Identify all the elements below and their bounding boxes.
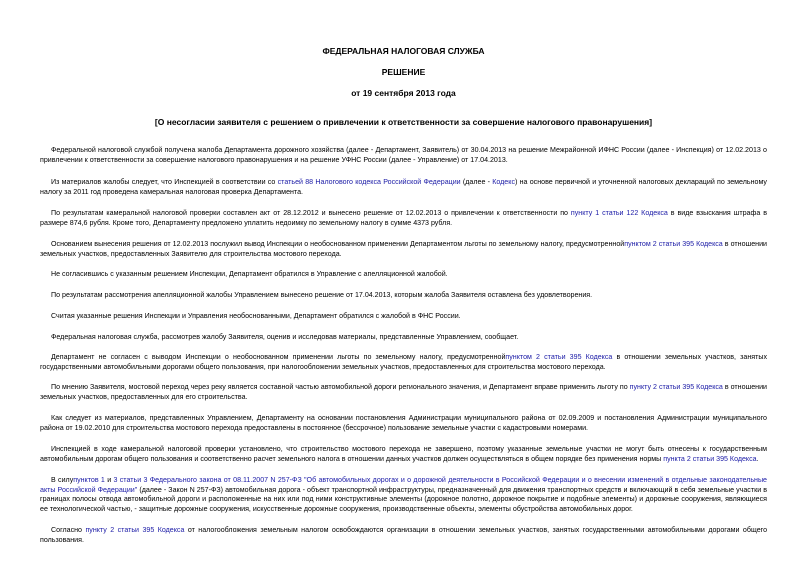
paragraph-audit-basis: Из материалов жалобы следует, что Инспекцией в соответствии со статьей 88 Налогового кодекса Российской Федерации (далее - Кодекс) на основе первичной и уточненной налоговых деклараций по земельному налогу за 2011 год проведена камеральная налоговая проверка Департамента. — [40, 178, 767, 196]
link-clause-1[interactable]: пунктов 1 — [73, 476, 105, 484]
link-article-395[interactable]: пунктом 2 статьи 395 Кодекса — [624, 240, 723, 248]
agency-heading: ФЕДЕРАЛЬНАЯ НАЛОГОВАЯ СЛУЖБА — [322, 46, 485, 56]
link-code[interactable]: Кодекс — [492, 178, 515, 186]
link-article-395[interactable]: пункта 2 статьи 395 Кодекса — [663, 454, 757, 463]
link-article-122[interactable]: пункту 1 статьи 122 Кодекса — [570, 209, 668, 217]
paragraph-exemption-rule: Согласно пункту 2 статьи 395 Кодекса от налогообложения земельным налогом освобождаются организации в отношении земельных участков, занятых государственными автомобильными дорогами общего пользования. — [40, 526, 768, 544]
paragraph-decision-grounds: Основанием вынесения решения от 12.02.2013 послужил вывод Инспекции о необоснованном применении Департаментом льготы по земельному налогу, предусмотреннойпунктом 2 статьи 395 Кодекса в отношении земельных участков, предоставленных Заявителю для строительства мостового перехода. — [40, 240, 767, 258]
paragraph-applicant-opinion: По мнению Заявителя, мостовой переход через реку является составной частью автомобильной дороги регионального значения, и Департамент вправе применить льготу по пункту 2 статьи 395 Кодекса в отношении земельных участков, предоставленных для его строительства. — [40, 383, 768, 401]
paragraph-appeal-filed: Не согласившись с указанным решением Инспекции, Департамент обратился в Управление с апелляционной жалобой. — [51, 270, 448, 278]
document-subject: [О несогласии заявителя с решением о привлечении к ответственности за совершение налогового правонарушения] — [154, 117, 653, 127]
paragraph-inspection-findings: Инспекцией в ходе камеральной налоговой проверки установлено, что строительство мостового перехода не завершено, поэтому указанные земельные участки не могут быть отнесены к государственным автомобильным дорогам общего пользования и соответственно расчет земельного налога в отношении данных участков должен осуществляться в общем порядке без применения нормы пункта 2 статьи 395 Кодекса. — [40, 445, 767, 463]
link-article-395[interactable]: пункту 2 статьи 395 Кодекса — [85, 526, 185, 534]
paragraph-road-definition: В силупунктов 1 и 3 статьи 3 Федерального закона от 08.11.2007 N 257-ФЗ "Об автомобильных дорогах и о дорожной деятельности в Российской Федерации и о внесении изменений в отдельные законодательные акты Российской Федерации" (далее - Закон N 257-ФЗ) автомобильная дорога - объект транспортной инфраструктуры, предназначенный для движения транспортных средств и включающий в себя земельные участки в границах полосы отвода автомобильной дороги и расположенные на них или под ними конструктивные элементы (дорожное полотно, дорожное покрытие и подобные элементы) и дорожные сооружения, являющиеся ее технологической частью, - защитные дорожные сооружения, искусственные дорожные сооружения, производственные объекты, элементы обустройства автомобильных дорог. — [40, 476, 767, 514]
paragraph-audit-results: По результатам камеральной налоговой проверки составлен акт от 28.12.2012 и вынесено решение от 12.02.2013 о привлечении к ответственности по пункту 1 статьи 122 Кодекса в виде взыскания штрафа в размере 874,6 рубля. Кроме того, Департаменту предложено уплатить недоимку по земельному налогу в сумме 4373 рубля. — [40, 209, 767, 227]
link-article-395[interactable]: пункту 2 статьи 395 Кодекса — [629, 383, 723, 391]
paragraph-land-plots: Как следует из материалов, представленных Управлением, Департаменту на основании постановления Администрации муниципального района от 02.09.2009 и постановления Администрации муниципального района от 19.02.2010 для строительства мостового перехода предоставлены в постоянное (бессрочное) пользование земельные участки с кадастровыми номерами. — [40, 414, 767, 432]
document-type-heading: РЕШЕНИЕ — [381, 67, 426, 77]
paragraph-department-disagrees: Департамент не согласен с выводом Инспекции о необоснованном применении льготы по земельному налогу, предусмотреннойпунктом 2 статьи 395 Кодекса в отношении земельных участков, занятых государственными автомобильными дорогами общего пользования, при налогообложении земельных участков, предоставленных для строительства мостового перехода. — [40, 353, 767, 371]
link-article-88[interactable]: статьей 88 Налогового кодекса Российской Федерации — [277, 178, 461, 186]
paragraph-appeal-result: По результатам рассмотрения апелляционной жалобы Управлением вынесено решение от 17.04.2013, которым жалоба Заявителя оставлена без удовлетворения. — [51, 291, 593, 299]
paragraph-complaint-fns: Считая указанные решения Инспекции и Управления необоснованными, Департамент обратился с жалобой в ФНС России. — [51, 312, 461, 320]
paragraph-fns-reviewed: Федеральная налоговая служба, рассмотрев жалобу Заявителя, оценив и исследовав материалы, представленные Управлением, сообщает. — [51, 333, 519, 341]
link-law-257[interactable]: 3 статьи 3 Федерального закона от 08.11.2007 N 257-ФЗ "Об автомобильных дорогах и о дорожной деятельности в Российской Федерации и о внесении изменений в отдельные законодательные акты Российской Федерации" — [40, 476, 767, 494]
paragraph-complaint-received: Федеральной налоговой службой получена жалоба Департамента дорожного хозяйства (далее - Департамент, Заявитель) от 30.04.2013 на решение Межрайонной ИФНС России (далее - Инспекция) от 12.02.2013 о привлечении к ответственности за совершение налогового правонарушения и на решение УФНС России (далее - Управление) от 17.04.2013. — [40, 146, 767, 164]
link-article-395[interactable]: пунктом 2 статьи 395 Кодекса — [505, 353, 613, 361]
document-date: от 19 сентября 2013 года — [351, 88, 456, 98]
